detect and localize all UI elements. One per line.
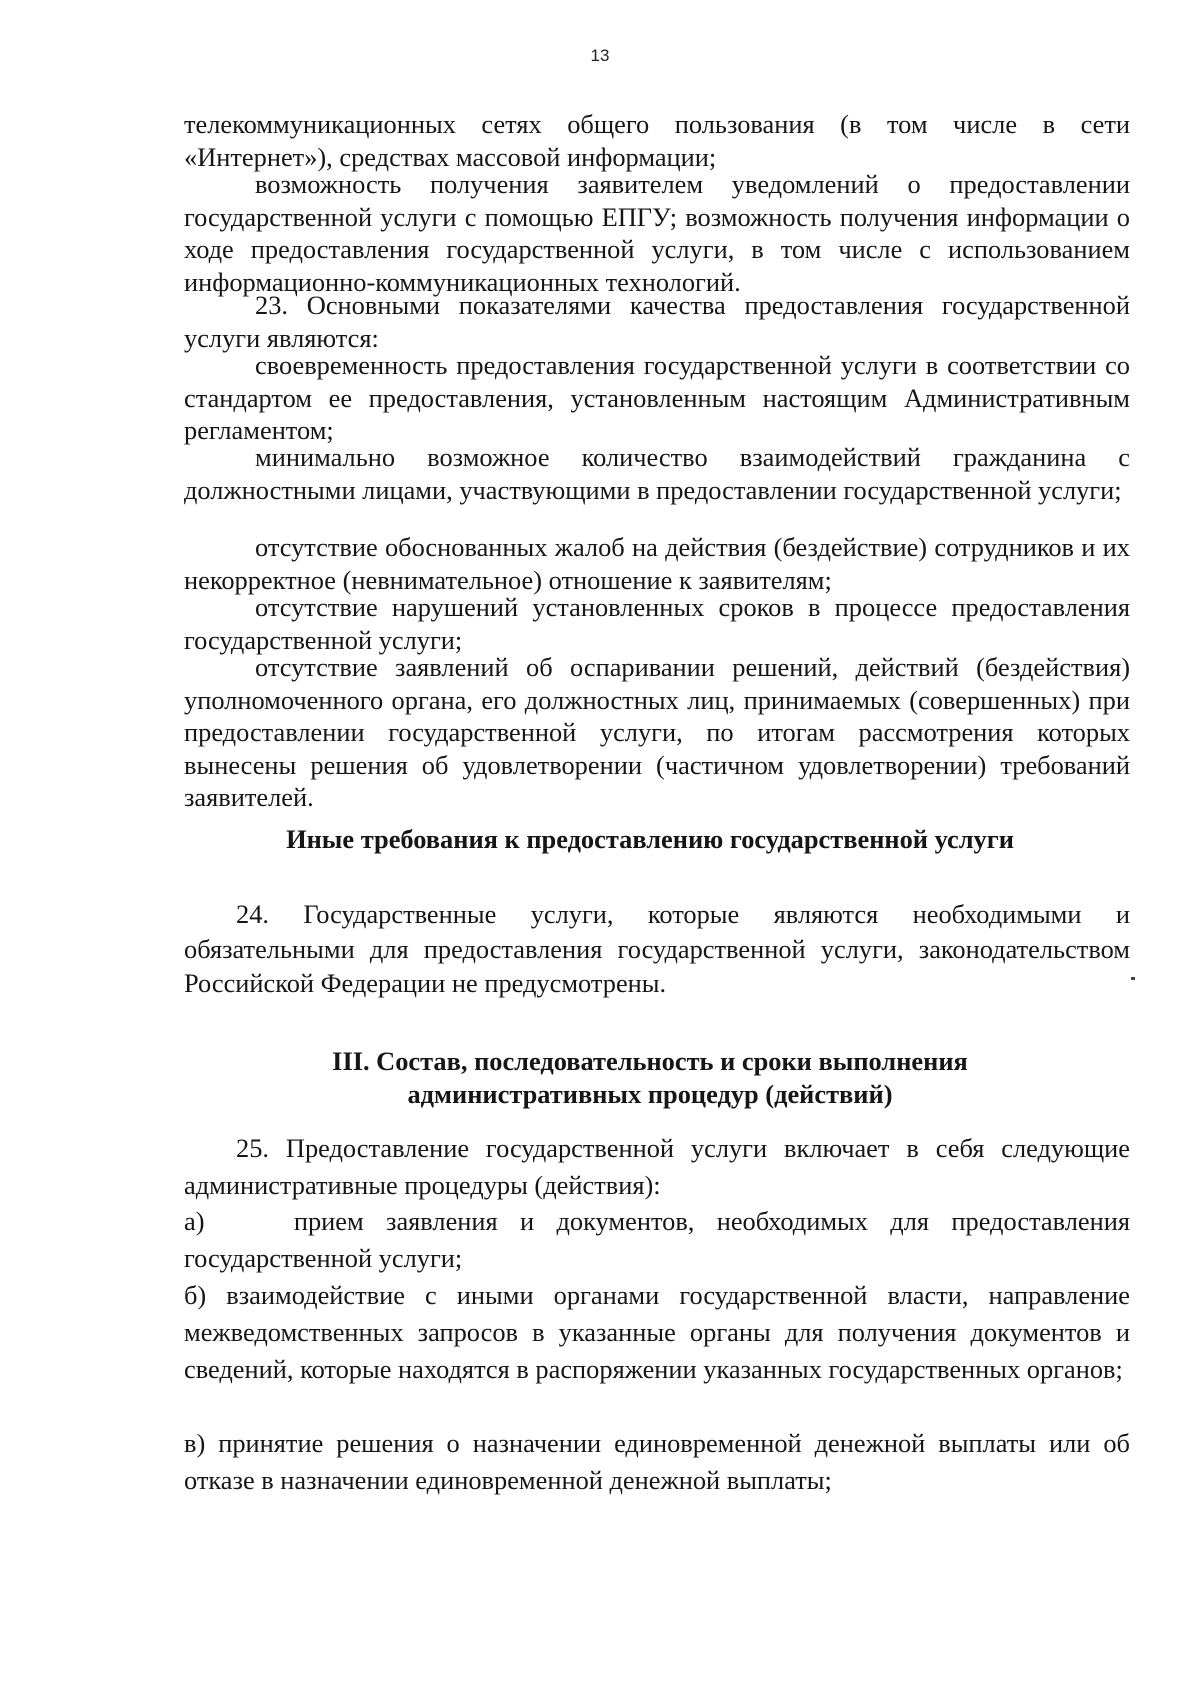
paragraph-25: 25. Предоставление государственной услуги включает в себя следующие административные процедуры (действия): <box>184 1133 1130 1200</box>
paragraph-continuation: телекоммуникационных сетях общего пользования (в том числе в сети «Интернет»), средствах массовой информации; <box>184 109 1130 172</box>
section-3-heading-line2: административных процедур (действий) <box>407 1079 893 1109</box>
paragraph-no-violations: отсутствие нарушений установленных сроков в процессе предоставления государственной услуги; <box>184 592 1130 655</box>
paragraph-minimal-interactions: минимально возможное количество взаимодействий гражданина с должностными лицами, участвующими в предоставлении государственной услуги; <box>184 442 1130 505</box>
scan-mark <box>1131 977 1135 980</box>
page-number: 13 <box>590 46 610 65</box>
paragraph-24: 24. Государственные услуги, которые являются необходимыми и обязательными для предоставления государственной услуги, законодательством Российской Федерации не предусмотрены. <box>184 899 1130 998</box>
heading-other-requirements: Иные требования к предоставлению государственной услуги <box>286 824 1014 854</box>
paragraph-notification-possibility: возможность получения заявителем уведомлений о предоставлении государственной услуги с помощью ЕПГУ; возможность получения информации о ходе предоставления государственной услуги, в том числе с использованием информационно-коммуникационных технологий. <box>184 169 1130 297</box>
paragraph-no-complaints: отсутствие обоснованных жалоб на действия (бездействие) сотрудников и их некорректное (невнимательное) отношение к заявителям; <box>184 532 1130 595</box>
procedure-item-a: а) прием заявления и документов, необходимых для предоставления государственной услуги; <box>184 1206 1130 1273</box>
paragraph-timeliness: своевременность предоставления государственной услуги в соответствии со стандартом ее предоставления, установленным настоящим Административным регламентом; <box>184 350 1130 446</box>
procedure-item-b: б) взаимодействие с иными органами государственной власти, направление межведомственных запросов в указанные органы для получения документов и сведений, которые находятся в распоряжении указанных государственных органов; <box>184 1280 1130 1384</box>
section-3-heading-line1: III. Состав, последовательность и сроки выполнения <box>332 1046 968 1076</box>
procedure-item-c: в) принятие решения о назначении единовременной денежной выплаты или об отказе в назначении единовременной денежной выплаты; <box>184 1428 1130 1495</box>
paragraph-23: 23. Основными показателями качества предоставления государственной услуги являются: <box>184 290 1130 353</box>
paragraph-no-disputes: отсутствие заявлений об оспаривании решений, действий (бездействия) уполномоченного органа, его должностных лиц, принимаемых (совершенных) при предоставлении государственной услуги, по итогам рассмотрения которых вынесены решения об удовлетворении (частичном удовлетворении) требований заявителей. <box>184 652 1130 813</box>
